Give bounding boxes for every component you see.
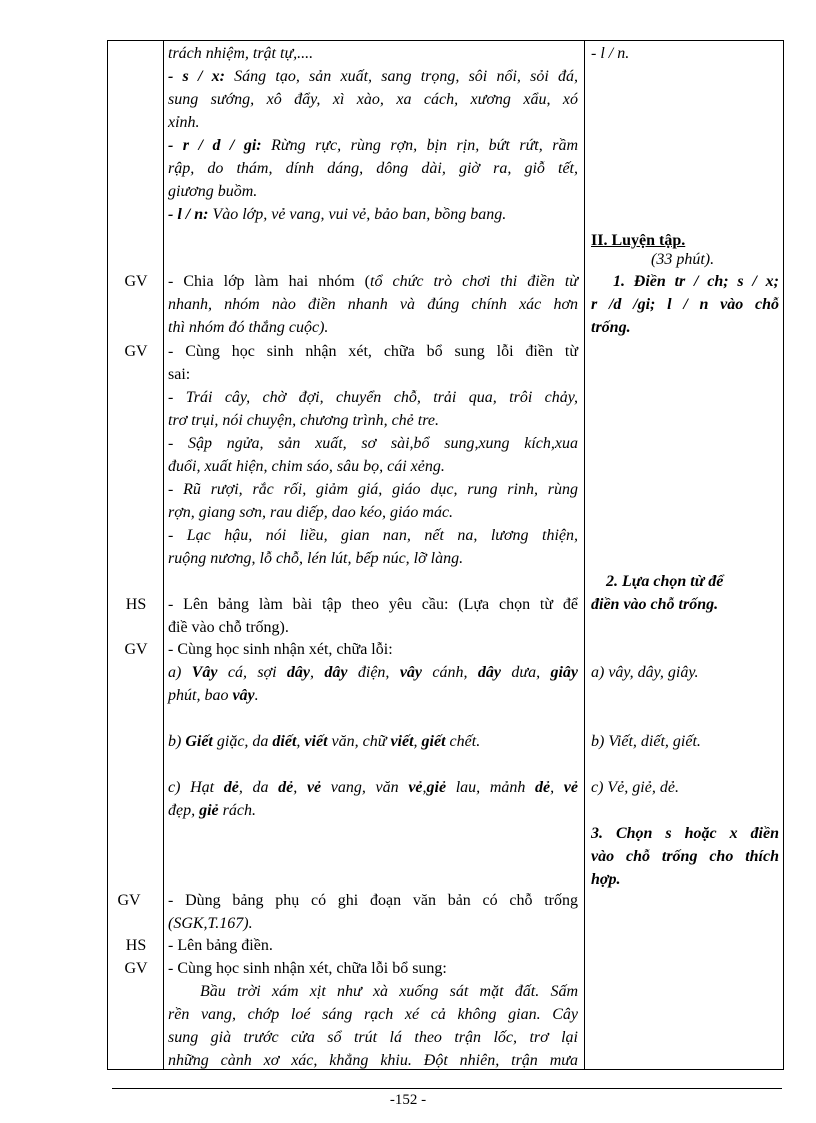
text-line: - Cùng học sinh nhận xét, chữa lỗi: (168, 641, 393, 658)
page-number: -152 - (389, 1092, 427, 1108)
exercise-title: 1. Điền tr / ch; s / x; (613, 273, 779, 290)
passage-line: sung già trước cửa sổ trút lá theo trận lốc, trơ lại (168, 1029, 578, 1046)
exercise-title: điền vào chỗ trống. (591, 596, 719, 613)
text-line: trơ trụi, nói chuyện, chương trình, chẻ tre. (168, 412, 439, 429)
role-gv: GV (124, 343, 148, 360)
answer-line-c: c) Hạt dẻ, da dẻ, vẻ vang, văn vẻ,giẻ lau, mảnh dẻ, vẻ (168, 779, 578, 796)
text-line: - Chia lớp làm hai nhóm (tổ chức trò chơi thi điền từ (168, 273, 579, 290)
text-line: (SGK,T.167). (168, 915, 253, 932)
text-line: - Lạc hậu, nói liều, gian nan, nết na, lương thiện, (168, 527, 578, 544)
text-line: - Trái cây, chờ đợi, chuyển chỗ, trải qua, trôi chảy, (168, 389, 578, 406)
text-line: xỉnh. (168, 114, 200, 131)
text-line: - Lên bảng làm bài tập theo yêu cầu: (Lựa chọn từ để (168, 596, 578, 613)
text-line: rập, do thám, dính dáng, dông dài, giờ ra, giỗ tết, (168, 160, 578, 177)
passage-line: rền vang, chớp loé sáng rạch xé cả không gian. Cây (168, 1006, 578, 1023)
answer-line-c: đẹp, giẻ rách. (168, 802, 256, 819)
role-gv: GV (124, 641, 148, 658)
text-line: - Cùng học sinh nhận xét, chữa lỗi bổ sung: (168, 960, 447, 977)
footer-rule (112, 1088, 782, 1089)
role-hs: HS (125, 596, 147, 613)
text-line: - Dùng bảng phụ có ghi đoạn văn bản có chỗ trống (168, 892, 578, 909)
column-divider-2 (584, 41, 585, 1069)
text-line: - r / d / gi: Rừng rực, rùng rợn, bịn rịn, bứt rứt, rầm (168, 137, 579, 154)
exercise-title: trống. (591, 319, 631, 336)
text-line: đuổi, xuất hiện, chim sáo, sâu bọ, cái xẻng. (168, 458, 445, 475)
column-divider-1 (163, 41, 164, 1069)
text-line: - Lên bảng điền. (168, 937, 273, 954)
passage-line: những cành xơ xác, khẳng khiu. Đột nhiên, trận mưa (168, 1052, 578, 1069)
exercise-title: vào chỗ trống cho thích (591, 848, 779, 865)
text-line: trách nhiệm, trật tự,.... (168, 45, 314, 62)
text-line: - l / n: Vào lớp, vẻ vang, vui vẻ, bảo ban, bồng bang. (168, 206, 507, 223)
text-line: - Rũ rượi, rắc rối, giảm giá, giáo dục, rung rinh, rùng (168, 481, 578, 498)
role-gv: GV (124, 960, 148, 977)
role-gv: GV (124, 273, 148, 290)
answer-line-a: phút, bao vây. (168, 687, 259, 704)
answer-summary: b) Viết, diết, giết. (591, 733, 701, 750)
text-line: sai: (168, 366, 191, 383)
text-line: điề vào chỗ trống). (168, 619, 289, 636)
exercise-title: r /d /gi; l / n vào chỗ (591, 296, 779, 313)
answer-summary: c) Vẻ, giẻ, dẻ. (591, 779, 679, 796)
text-line: sung sướng, xô đẩy, xì xào, xa cách, xương xẩu, xó (168, 91, 578, 108)
text-line: thì nhóm đó thắng cuộc). (168, 319, 329, 336)
text-line: - Sập ngửa, sản xuất, sơ sài,bổ sung,xung kích,xua (168, 435, 578, 452)
text-line: nhanh, nhóm nào điền nhanh và đúng chính xác hơn (168, 296, 578, 313)
role-hs: HS (125, 937, 147, 954)
side-note: - l / n. (591, 45, 630, 62)
exercise-title: 3. Chọn s hoặc x điền (591, 825, 779, 842)
text-line: - s / x: Sáng tạo, sản xuất, sang trọng, sôi nổi, sỏi đá, (168, 68, 579, 85)
section-time: (33 phút). (651, 251, 715, 268)
answer-line-b: b) Giết giặc, da diết, viết văn, chữ viết, giết chết. (168, 733, 481, 750)
exercise-title: hợp. (591, 871, 621, 888)
text-line: - Cùng học sinh nhận xét, chữa bổ sung lỗi điền từ (168, 343, 578, 360)
answer-line-a: a) Vây cá, sợi dây, dây điện, vây cánh, dây dưa, giây (168, 664, 579, 681)
text-line: rợn, giang sơn, rau diếp, dao kéo, giáo mác. (168, 504, 454, 521)
answer-summary: a) vây, dây, giây. (591, 664, 699, 681)
text-line: ruộng nương, lỗ chỗ, lén lút, bếp núc, lỡ làng. (168, 550, 464, 567)
exercise-title: 2. Lựa chọn từ để (606, 573, 724, 590)
passage-line: Bầu trời xám xịt như xà xuống sát mặt đất. Sấm (200, 983, 578, 1000)
text-line: giương buồm. (168, 183, 258, 200)
role-gv: GV (117, 892, 141, 909)
section-heading: II. Luyện tập. (591, 232, 686, 249)
